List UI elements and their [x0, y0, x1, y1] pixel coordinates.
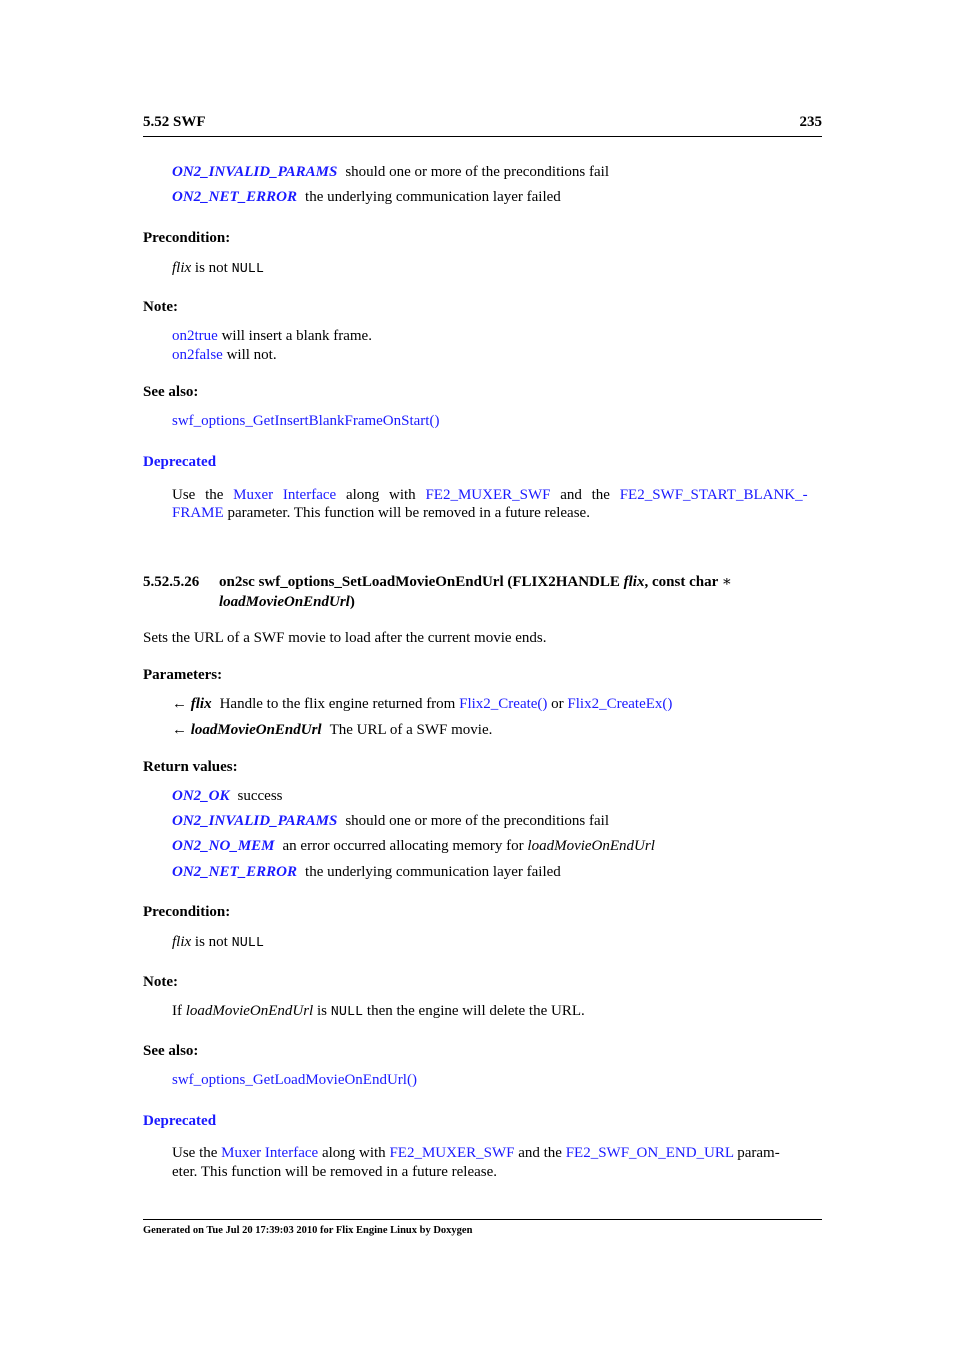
text: param-	[737, 1145, 780, 1161]
precondition-text	[172, 260, 822, 277]
see-also-heading: See also:	[143, 384, 199, 400]
note-heading: Note:	[143, 974, 178, 990]
title-param: flix	[623, 574, 645, 590]
return-value-link[interactable]: ON2_OK	[172, 788, 230, 804]
text: or	[551, 696, 564, 712]
return-value-desc: the underlying communication layer failed	[305, 864, 561, 880]
return-value-desc: success	[237, 788, 283, 804]
return-value-desc: should one or more of the preconditions fail	[345, 164, 609, 180]
param-ref: loadMovieOnEndUrl	[527, 838, 655, 854]
fe2-swf-start-blank-frame-link[interactable]: FE2_SWF_START_BLANK_-	[619, 487, 808, 503]
return-values-heading: Return values:	[143, 759, 238, 775]
deprecated-text-line1	[172, 486, 822, 505]
return-value-item	[172, 164, 822, 181]
muxer-interface-link[interactable]: Muxer Interface	[233, 487, 337, 503]
text: and the	[560, 487, 610, 503]
return-value-link[interactable]: ON2_INVALID_PARAMS	[172, 164, 338, 180]
code-null: NULL	[330, 1005, 364, 1020]
fe2-swf-on-end-url-link[interactable]: FE2_SWF_ON_END_URL	[565, 1145, 734, 1161]
fe2-muxer-swf-link[interactable]: FE2_MUXER_SWF	[389, 1145, 515, 1161]
parameter-item	[172, 696, 822, 713]
page-header	[143, 114, 822, 137]
on2true-link[interactable]: on2true	[172, 328, 218, 344]
fe2-muxer-swf-link[interactable]: FE2_MUXER_SWF	[425, 487, 551, 503]
param-name: flix	[190, 696, 212, 712]
precondition-text	[172, 934, 822, 951]
page-footer	[143, 1219, 822, 1236]
deprecated-heading	[143, 454, 216, 471]
title-param: loadMovieOnEndUrl	[219, 594, 350, 610]
header-section-title: 5.52 SWF	[143, 114, 206, 130]
text: If	[172, 1003, 182, 1019]
flix2-createex-link[interactable]: Flix2_CreateEx()	[567, 696, 673, 712]
muxer-interface-link[interactable]: Muxer Interface	[221, 1145, 319, 1161]
text: along with	[345, 487, 416, 503]
pointer-star: ∗	[721, 574, 732, 590]
param-desc: Handle to the flix engine returned from	[219, 696, 456, 712]
in-arrow-icon: ←	[172, 696, 187, 712]
return-value-desc: the underlying communication layer failed	[305, 189, 561, 205]
param-name: loadMovieOnEndUrl	[190, 722, 322, 738]
text: parameter. This function will be removed in a future release.	[227, 505, 590, 521]
deprecated-link[interactable]: Deprecated	[143, 454, 217, 470]
note-text: will insert a blank frame.	[221, 328, 372, 344]
note-line	[172, 1003, 822, 1020]
see-also-line	[172, 1072, 822, 1089]
param-desc: The URL of a SWF movie.	[329, 722, 493, 738]
text: Use the	[172, 1145, 218, 1161]
return-value-desc: should one or more of the preconditions fail	[345, 813, 609, 829]
title-part: )	[349, 594, 355, 610]
return-value-item	[172, 788, 822, 805]
precondition-body: is not	[194, 260, 228, 276]
see-also-heading: See also:	[143, 1043, 199, 1059]
precondition-heading: Precondition:	[143, 904, 231, 920]
precondition-heading: Precondition:	[143, 230, 231, 246]
fe2-swf-start-blank-frame-link[interactable]: FRAME	[172, 505, 224, 521]
see-also-link[interactable]: swf_options_GetLoadMovieOnEndUrl()	[172, 1072, 417, 1088]
deprecated-link[interactable]: Deprecated	[143, 1113, 217, 1129]
note-line	[172, 328, 822, 345]
code-null: NULL	[231, 262, 265, 277]
title-part: on2sc swf_options_SetLoadMovieOnEndUrl (FLIX2HANDLE	[219, 574, 620, 590]
precondition-body: is not	[194, 934, 228, 950]
text: along with	[321, 1145, 386, 1161]
header-page-number: 235	[799, 114, 822, 130]
return-value-link[interactable]: ON2_NET_ERROR	[172, 189, 298, 205]
deprecated-text-line1	[172, 1145, 822, 1162]
deprecated-heading	[143, 1113, 216, 1130]
param-ref: flix	[172, 934, 192, 950]
return-value-link[interactable]: ON2_NET_ERROR	[172, 864, 298, 880]
deprecated-text-line2	[172, 505, 822, 522]
return-value-link[interactable]: ON2_NO_MEM	[172, 838, 275, 854]
return-value-item	[172, 864, 822, 881]
section-number: 5.52.5.26	[143, 574, 200, 590]
footer-text: Generated on Tue Jul 20 17:39:03 2010 for Flix Engine Linux by Doxygen	[143, 1225, 473, 1236]
note-text: will not.	[226, 347, 277, 363]
deprecated-text-line2: eter. This function will be removed in a future release.	[172, 1164, 498, 1180]
on2false-link[interactable]: on2false	[172, 347, 223, 363]
param-ref: loadMovieOnEndUrl	[185, 1003, 314, 1019]
note-line	[172, 347, 822, 364]
return-value-desc: an error occurred allocating memory for	[282, 838, 524, 854]
parameters-heading: Parameters:	[143, 667, 223, 683]
text: Use the	[172, 487, 224, 503]
in-arrow-icon: ←	[172, 722, 187, 738]
flix2-create-link[interactable]: Flix2_Create()	[459, 696, 548, 712]
parameter-item	[172, 722, 822, 739]
see-also-line	[172, 413, 822, 430]
section-title	[219, 572, 822, 612]
text: then the engine will delete the URL.	[366, 1003, 585, 1019]
function-description: Sets the URL of a SWF movie to load after the current movie ends.	[143, 630, 547, 646]
note-heading: Note:	[143, 299, 178, 315]
code-null: NULL	[231, 936, 265, 951]
text: and the	[518, 1145, 562, 1161]
text: is	[316, 1003, 327, 1019]
return-value-item	[172, 813, 822, 830]
param-ref: flix	[172, 260, 192, 276]
see-also-link[interactable]: swf_options_GetInsertBlankFrameOnStart()	[172, 413, 440, 429]
return-value-item	[172, 189, 822, 206]
return-value-item	[172, 838, 822, 855]
title-part: , const char	[644, 574, 718, 590]
return-value-link[interactable]: ON2_INVALID_PARAMS	[172, 813, 338, 829]
